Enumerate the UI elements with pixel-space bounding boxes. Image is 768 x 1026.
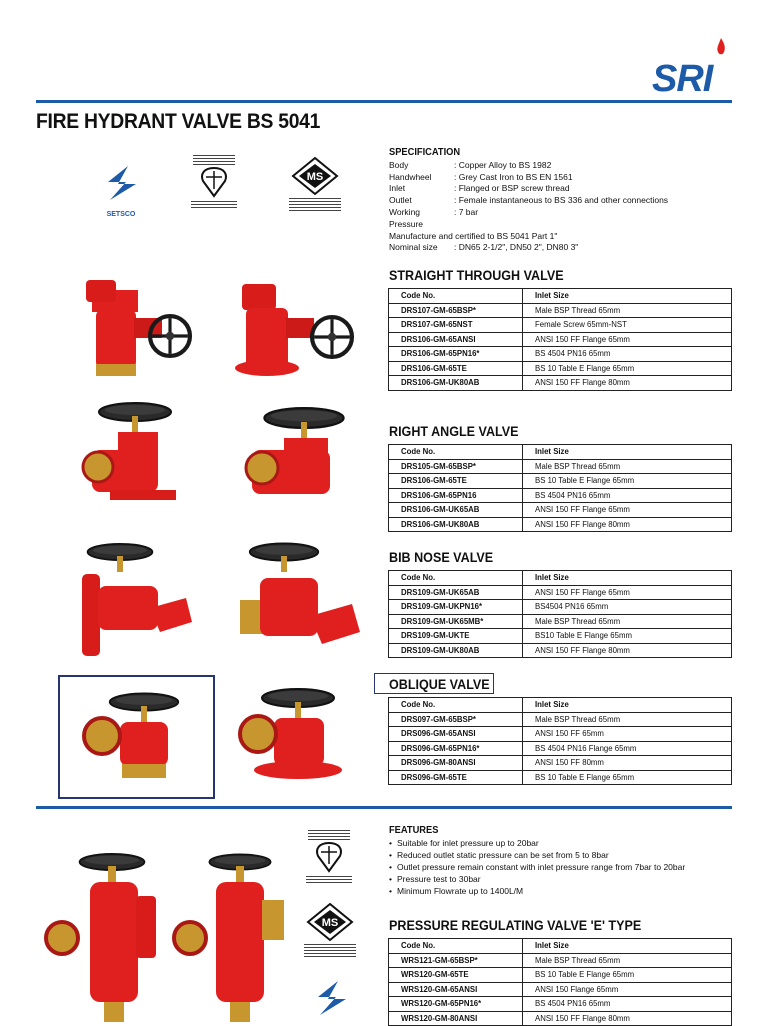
spec-key: Handwheel <box>389 171 432 182</box>
ms-label: MS <box>321 917 339 929</box>
column-header: Inlet Size <box>523 698 732 713</box>
logo-text: SRI <box>652 58 713 100</box>
kitemark-logo <box>185 155 243 209</box>
table-row <box>389 600 732 615</box>
kitemark-icon <box>309 840 349 874</box>
sri-logo <box>652 38 732 100</box>
feature-item: • Minimum Flowrate up to 1400L/M <box>389 885 685 897</box>
table-row <box>389 741 732 756</box>
inlet-size-cell: ANSI 150 FF Flange 65mm <box>523 585 732 600</box>
table-row <box>389 770 732 785</box>
column-header: Inlet Size <box>523 939 732 954</box>
spec-key: Outlet <box>389 195 412 206</box>
right-angle-table <box>388 444 732 532</box>
table-row <box>389 332 732 347</box>
code-cell: DRS109-GM-UK65MB* <box>389 614 523 629</box>
oblique-table <box>388 697 732 785</box>
code-cell: DRS106-GM-65TE <box>389 474 523 489</box>
inlet-size-cell: ANSI 150 FF Flange 65mm <box>523 503 732 518</box>
inlet-size-cell: ANSI 150 FF Flange 80mm <box>523 1011 732 1026</box>
code-cell: DRS107-GM-65NST <box>389 318 523 333</box>
prv-valve-image-1 <box>46 854 156 1022</box>
spec-row <box>389 160 668 172</box>
spec-value: : Grey Cast Iron to BS EN 1561 <box>454 171 573 182</box>
inlet-size-cell: BS 10 Table E Flange 65mm <box>523 968 732 983</box>
inlet-size-cell: Male BSP Thread 65mm <box>523 303 732 318</box>
section-rule <box>36 806 732 809</box>
column-header: Inlet Size <box>523 445 732 460</box>
code-cell: WRS120-GM-80ANSI <box>389 1011 523 1026</box>
code-cell: DRS106-GM-65PN16 <box>389 488 523 503</box>
spec-row <box>389 183 668 195</box>
page-title: FIRE HYDRANT VALVE BS 5041 <box>36 110 321 133</box>
table-row <box>389 303 732 318</box>
table-header-row <box>389 289 732 304</box>
code-cell: DRS097-GM-65BSP* <box>389 712 523 727</box>
feature-item: • Reduced outlet static pressure can be set from 5 to 8bar <box>389 849 685 861</box>
table-row <box>389 459 732 474</box>
feature-item: • Outlet pressure remain constant with inlet pressure range from 7bar to 20bar <box>389 861 685 873</box>
flame-icon <box>716 38 726 56</box>
inlet-size-cell: BS 4504 PN16 Flange 65mm <box>523 741 732 756</box>
bib-nose-table <box>388 570 732 658</box>
inlet-size-cell: ANSI 150 FF Flange 80mm <box>523 376 732 391</box>
bib-nose-valve-image-1 <box>82 544 192 656</box>
inlet-size-cell: Male BSP Thread 65mm <box>523 614 732 629</box>
straight-valve-image-2 <box>235 284 352 376</box>
code-cell: DRS096-GM-65TE <box>389 770 523 785</box>
inlet-size-cell: Male BSP Thread 65mm <box>523 953 732 968</box>
spec-key: Inlet <box>389 183 406 194</box>
spec-key: Nominal size <box>389 242 438 253</box>
oblique-heading: OBLIQUE VALVE <box>389 677 490 692</box>
column-header: Code No. <box>389 289 523 304</box>
code-cell: DRS109-GM-UK65AB <box>389 585 523 600</box>
inlet-size-cell: BS 10 Table E Flange 65mm <box>523 474 732 489</box>
table-row <box>389 347 732 362</box>
table-row <box>389 474 732 489</box>
feature-item: • Suitable for inlet pressure up to 20bar <box>389 837 685 849</box>
column-header: Code No. <box>389 445 523 460</box>
code-cell: WRS120-GM-65ANSI <box>389 982 523 997</box>
inlet-size-cell: ANSI 150 FF Flange 80mm <box>523 517 732 532</box>
spec-row <box>389 172 668 184</box>
table-row <box>389 585 732 600</box>
spec-row <box>389 195 668 207</box>
table-header-row <box>389 698 732 713</box>
code-cell: WRS121-GM-65BSP* <box>389 953 523 968</box>
spec-key: Body <box>389 159 409 170</box>
ms-logo-2 <box>300 902 360 958</box>
straight-table <box>388 288 732 391</box>
table-row <box>389 318 732 333</box>
setsco-s-icon <box>306 974 356 1024</box>
inlet-size-cell: BS 4504 PN16 65mm <box>523 347 732 362</box>
features-heading: FEATURES <box>389 825 439 836</box>
spec-nominal <box>389 242 668 254</box>
spec-row <box>389 207 668 231</box>
table-row <box>389 361 732 376</box>
table-row <box>389 997 732 1012</box>
table-row <box>389 376 732 391</box>
straight-valve-image-1 <box>86 280 190 376</box>
inlet-size-cell: BS 4504 PN16 65mm <box>523 488 732 503</box>
specification-block <box>389 147 668 254</box>
inlet-size-cell: BS4504 PN16 65mm <box>523 600 732 615</box>
code-cell: DRS096-GM-80ANSI <box>389 756 523 771</box>
code-cell: DRS106-GM-UK65AB <box>389 503 523 518</box>
table-row <box>389 629 732 644</box>
inlet-size-cell: Male BSP Thread 65mm <box>523 712 732 727</box>
inlet-size-cell: ANSI 150 Flange 65mm <box>523 982 732 997</box>
spec-manufacture: Manufacture and certified to BS 5041 Part 1" <box>389 230 558 241</box>
inlet-size-cell: ANSI 150 FF Flange 65mm <box>523 332 732 347</box>
code-cell: DRS096-GM-65ANSI <box>389 727 523 742</box>
inlet-size-cell: ANSI 150 FF Flange 80mm <box>523 643 732 658</box>
header-rule <box>36 100 732 103</box>
inlet-size-cell: ANSI 150 FF 80mm <box>523 756 732 771</box>
code-cell: WRS120-GM-65TE <box>389 968 523 983</box>
column-header: Code No. <box>389 571 523 586</box>
code-cell: DRS109-GM-UKPN16* <box>389 600 523 615</box>
code-cell: DRS109-GM-UK80AB <box>389 643 523 658</box>
setsco-s-icon <box>96 162 146 206</box>
bib-nose-valve-image-2 <box>240 543 360 644</box>
prv-table <box>388 938 732 1026</box>
ms-cert-icon <box>305 902 355 942</box>
ms-cert-icon <box>290 156 340 196</box>
oblique-valve-image-2 <box>240 689 342 779</box>
spec-value: : 7 bar <box>454 206 479 217</box>
table-row <box>389 503 732 518</box>
table-header-row <box>389 571 732 586</box>
inlet-size-cell: BS10 Table E Flange 65mm <box>523 629 732 644</box>
table-row <box>389 968 732 983</box>
ms-logo <box>285 156 345 212</box>
spec-heading: SPECIFICATION <box>389 147 461 158</box>
prv-heading: PRESSURE REGULATING VALVE 'E' TYPE <box>389 918 642 933</box>
inlet-size-cell: Male BSP Thread 65mm <box>523 459 732 474</box>
table-row <box>389 727 732 742</box>
code-cell: DRS106-GM-65ANSI <box>389 332 523 347</box>
table-header-row <box>389 445 732 460</box>
table-row <box>389 488 732 503</box>
inlet-size-cell: Female Screw 65mm-NST <box>523 318 732 333</box>
column-header: Inlet Size <box>523 289 732 304</box>
table-row <box>389 953 732 968</box>
inlet-size-cell: BS 10 Table E Flange 65mm <box>523 361 732 376</box>
spec-value: : Female instantaneous to BS 336 and other connections <box>454 195 669 206</box>
table-header-row <box>389 939 732 954</box>
code-cell: DRS105-GM-65BSP* <box>389 459 523 474</box>
inlet-size-cell: BS 4504 PN16 65mm <box>523 997 732 1012</box>
spec-value: : Flanged or BSP screw thread <box>454 183 570 194</box>
inlet-size-cell: ANSI 150 FF 65mm <box>523 727 732 742</box>
table-row <box>389 1011 732 1026</box>
kitemark-icon <box>194 165 234 199</box>
code-cell: DRS106-GM-65TE <box>389 361 523 376</box>
table-row <box>389 712 732 727</box>
table-row <box>389 517 732 532</box>
code-cell: DRS107-GM-65BSP* <box>389 303 523 318</box>
features-list <box>389 837 685 897</box>
ms-label: MS <box>306 171 324 183</box>
code-cell: DRS106-GM-UK80AB <box>389 376 523 391</box>
column-header: Inlet Size <box>523 571 732 586</box>
code-cell: DRS106-GM-UK80AB <box>389 517 523 532</box>
selected-product-frame <box>58 675 215 799</box>
table-row <box>389 982 732 997</box>
code-cell: DRS106-GM-65PN16* <box>389 347 523 362</box>
right-angle-heading: RIGHT ANGLE VALVE <box>389 424 519 439</box>
feature-item: • Pressure test to 30bar <box>389 873 685 885</box>
setsco-label: SETSCO <box>106 211 136 218</box>
setsco-logo-2 <box>306 974 356 1024</box>
bib-nose-heading: BIB NOSE VALVE <box>389 550 494 565</box>
inlet-size-cell: BS 10 Table E Flange 65mm <box>523 770 732 785</box>
column-header: Code No. <box>389 698 523 713</box>
code-cell: DRS109-GM-UKTE <box>389 629 523 644</box>
straight-heading: STRAIGHT THROUGH VALVE <box>389 268 564 283</box>
column-header: Code No. <box>389 939 523 954</box>
spec-value: : Copper Alloy to BS 1982 <box>454 159 552 170</box>
right-angle-valve-image-1 <box>83 403 176 500</box>
spec-value: : DN65 2-1/2", DN50 2", DN80 3" <box>454 242 579 253</box>
features-block <box>389 825 685 897</box>
table-row <box>389 756 732 771</box>
code-cell: WRS120-GM-65PN16* <box>389 997 523 1012</box>
table-row <box>389 614 732 629</box>
setsco-logo <box>96 162 146 218</box>
code-cell: DRS096-GM-65PN16* <box>389 741 523 756</box>
spec-key: Working Pressure <box>389 206 424 229</box>
spec-rows <box>389 160 668 231</box>
kitemark-logo-2 <box>300 830 358 884</box>
prv-valve-image-2 <box>174 854 284 1022</box>
right-angle-valve-image-2 <box>246 408 344 494</box>
table-row <box>389 643 732 658</box>
